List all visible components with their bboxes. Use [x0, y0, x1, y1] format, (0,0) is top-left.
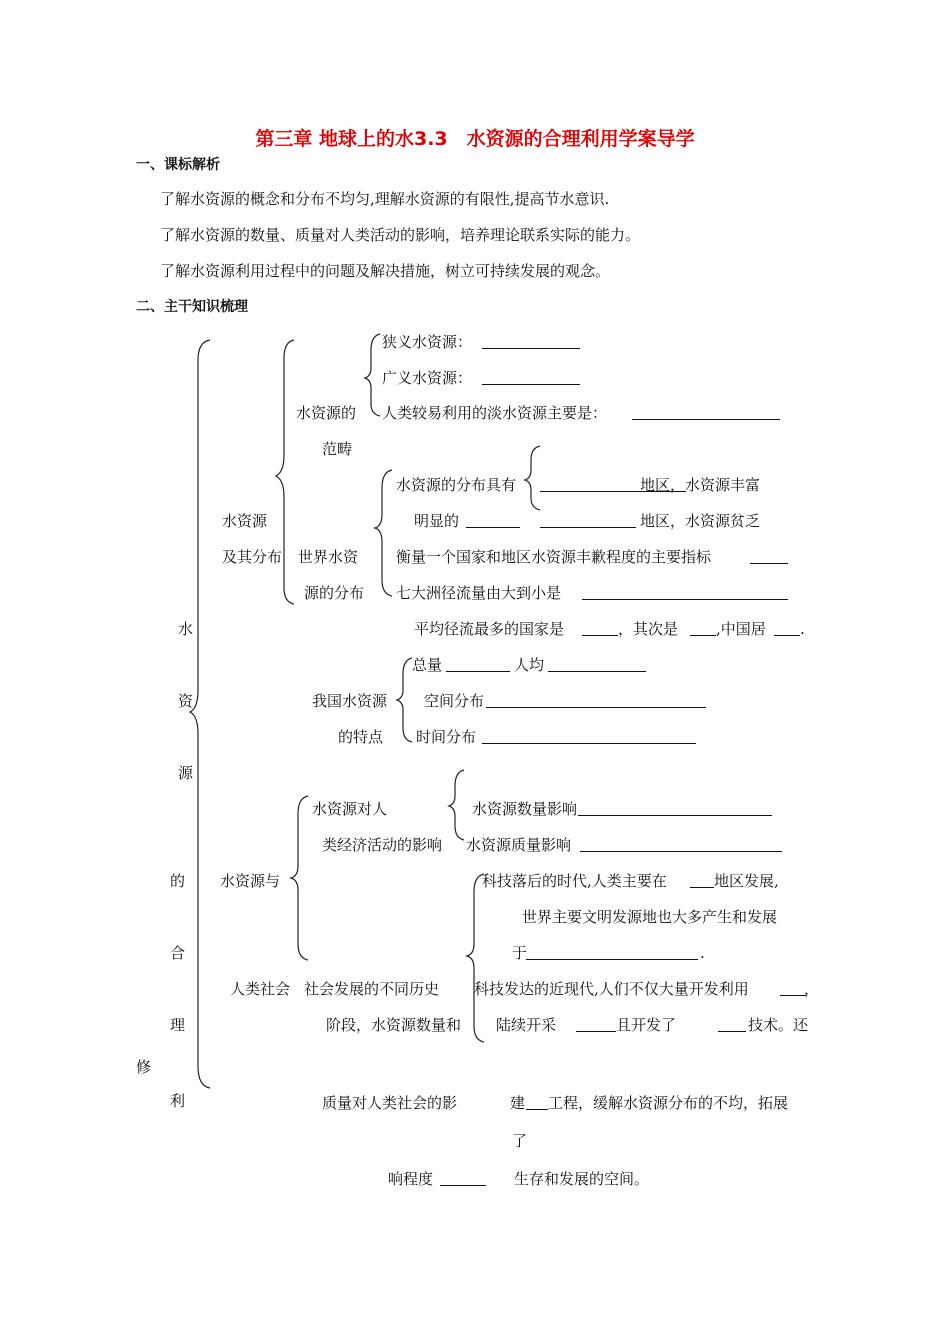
- page-title: 第三章 地球上的水3.3 水资源的合理利用学案导学: [255, 128, 695, 150]
- ancient-era: 于: [512, 944, 528, 962]
- china-brace: [397, 658, 412, 742]
- modern-era: 了: [512, 1132, 528, 1150]
- ancient-era: .: [700, 944, 705, 962]
- distribution-line: 明显的: [414, 512, 460, 530]
- branch1-label: 水资源: [222, 512, 268, 530]
- world-label: 源的分布: [304, 584, 365, 602]
- scope-label: 水资源的: [296, 404, 357, 422]
- world-brace: [375, 470, 392, 596]
- china-label: 我国水资源: [312, 692, 388, 710]
- china-label: 的特点: [338, 728, 384, 746]
- answer-blank[interactable]: [780, 995, 806, 996]
- modern-era: 科技发达的近现代,人们不仅大量开发利用: [474, 980, 749, 998]
- history-label: 社会发展的不同历史: [304, 980, 440, 998]
- answer-blank[interactable]: [486, 707, 706, 708]
- root-char: 水: [178, 620, 194, 638]
- root-char: 资: [178, 692, 194, 710]
- runoff-country: ,中国居: [716, 620, 766, 638]
- section-heading-outline: 二、主干知识梳理: [136, 299, 248, 315]
- quantity-impact: 水资源数量影响: [472, 800, 578, 818]
- answer-blank[interactable]: [576, 1031, 616, 1032]
- china-time: 时间分布: [416, 728, 477, 746]
- modern-era: 建: [510, 1094, 526, 1112]
- modern-era: 且开发了: [616, 1016, 677, 1034]
- poor-region: 地区，水资源贫乏: [640, 512, 761, 530]
- answer-blank[interactable]: [526, 959, 698, 960]
- answer-blank[interactable]: [690, 635, 716, 636]
- rich-region: 地区，水资源丰富: [640, 476, 761, 494]
- modern-era: 技术。还: [748, 1016, 809, 1034]
- answer-blank[interactable]: [482, 384, 580, 385]
- ancient-era: 地区发展,: [714, 872, 779, 890]
- answer-blank[interactable]: [482, 348, 580, 349]
- root-char: 修: [136, 1058, 152, 1076]
- answer-blank[interactable]: [582, 599, 788, 600]
- china-per-capita: 人均: [514, 656, 545, 674]
- china-space: 空间分布: [424, 692, 485, 710]
- answer-blank[interactable]: [580, 851, 782, 852]
- branch2-brace: [291, 796, 308, 960]
- quality-impact: 水资源质量影响: [466, 836, 572, 854]
- distribution-line: 水资源的分布具有: [396, 476, 517, 494]
- answer-blank[interactable]: [578, 815, 772, 816]
- branch2-label: 人类社会: [230, 980, 291, 998]
- hist-brace: [467, 874, 484, 1042]
- runoff-country: ，其次是: [618, 620, 679, 638]
- measure-indicator: 衡量一个国家和地区水资源丰歉程度的主要指标: [396, 548, 712, 566]
- curriculum-line: 了解水资源的概念和分布不均匀,理解水资源的有限性,提高节水意识.: [160, 190, 610, 208]
- answer-blank[interactable]: [718, 1031, 746, 1032]
- fresh-water-main: 人类较易利用的淡水资源主要是：: [382, 404, 608, 422]
- root-char: 利: [170, 1092, 186, 1110]
- modern-era: ，: [804, 980, 820, 998]
- runoff-country: 平均径流最多的国家是: [414, 620, 565, 638]
- econ-brace: [449, 770, 464, 840]
- answer-blank[interactable]: [540, 527, 636, 528]
- ancient-era: 世界主要文明发源地也大多产生和发展: [522, 908, 778, 926]
- section-heading-curriculum: 一、课标解析: [136, 157, 220, 173]
- answer-blank[interactable]: [690, 887, 714, 888]
- answer-blank[interactable]: [526, 1109, 548, 1110]
- answer-blank[interactable]: [548, 671, 646, 672]
- branch1-label: 及其分布: [222, 548, 283, 566]
- modern-era: 生存和发展的空间。: [514, 1170, 650, 1188]
- answer-blank[interactable]: [750, 563, 788, 564]
- root-brace: [190, 340, 210, 1088]
- history-label: 阶段，水资源数量和: [326, 1016, 462, 1034]
- curriculum-line: 了解水资源利用过程中的问题及解决措施，树立可持续发展的观念。: [160, 262, 611, 280]
- narrow-water-resource: 狭义水资源：: [382, 333, 473, 351]
- modern-era: 陆续开采: [496, 1016, 557, 1034]
- answer-blank[interactable]: [446, 671, 510, 672]
- answer-blank[interactable]: [466, 527, 520, 528]
- scope-label: 范畴: [322, 440, 353, 458]
- econ-label: 水资源对人: [312, 800, 388, 818]
- answer-blank[interactable]: [632, 419, 780, 420]
- root-char: 的: [170, 872, 186, 890]
- dist-brace: [525, 446, 540, 510]
- answer-blank[interactable]: [774, 635, 800, 636]
- answer-blank[interactable]: [482, 743, 696, 744]
- answer-blank[interactable]: [440, 1185, 486, 1186]
- modern-era: 工程，缓解水资源分布的不均，拓展: [548, 1094, 789, 1112]
- ancient-era: 科技落后的时代,人类主要在: [482, 872, 667, 890]
- root-char: 理: [170, 1016, 186, 1034]
- root-char: 源: [178, 764, 194, 782]
- history-label: 响程度: [388, 1170, 434, 1188]
- scope-brace: [365, 334, 380, 416]
- broad-water-resource: 广义水资源：: [382, 369, 473, 387]
- continent-runoff: 七大洲径流量由大到小是: [396, 584, 562, 602]
- econ-label: 类经济活动的影响: [322, 836, 443, 854]
- curriculum-line: 了解水资源的数量、质量对人类活动的影响，培养理论联系实际的能力。: [160, 226, 641, 244]
- root-char: 合: [170, 944, 186, 962]
- world-label: 世界水资: [298, 548, 359, 566]
- china-total: 总量: [412, 656, 443, 674]
- branch2-label: 水资源与: [220, 872, 281, 890]
- runoff-country: .: [800, 620, 805, 638]
- answer-blank[interactable]: [582, 635, 618, 636]
- history-label: 质量对人类社会的影: [322, 1094, 458, 1112]
